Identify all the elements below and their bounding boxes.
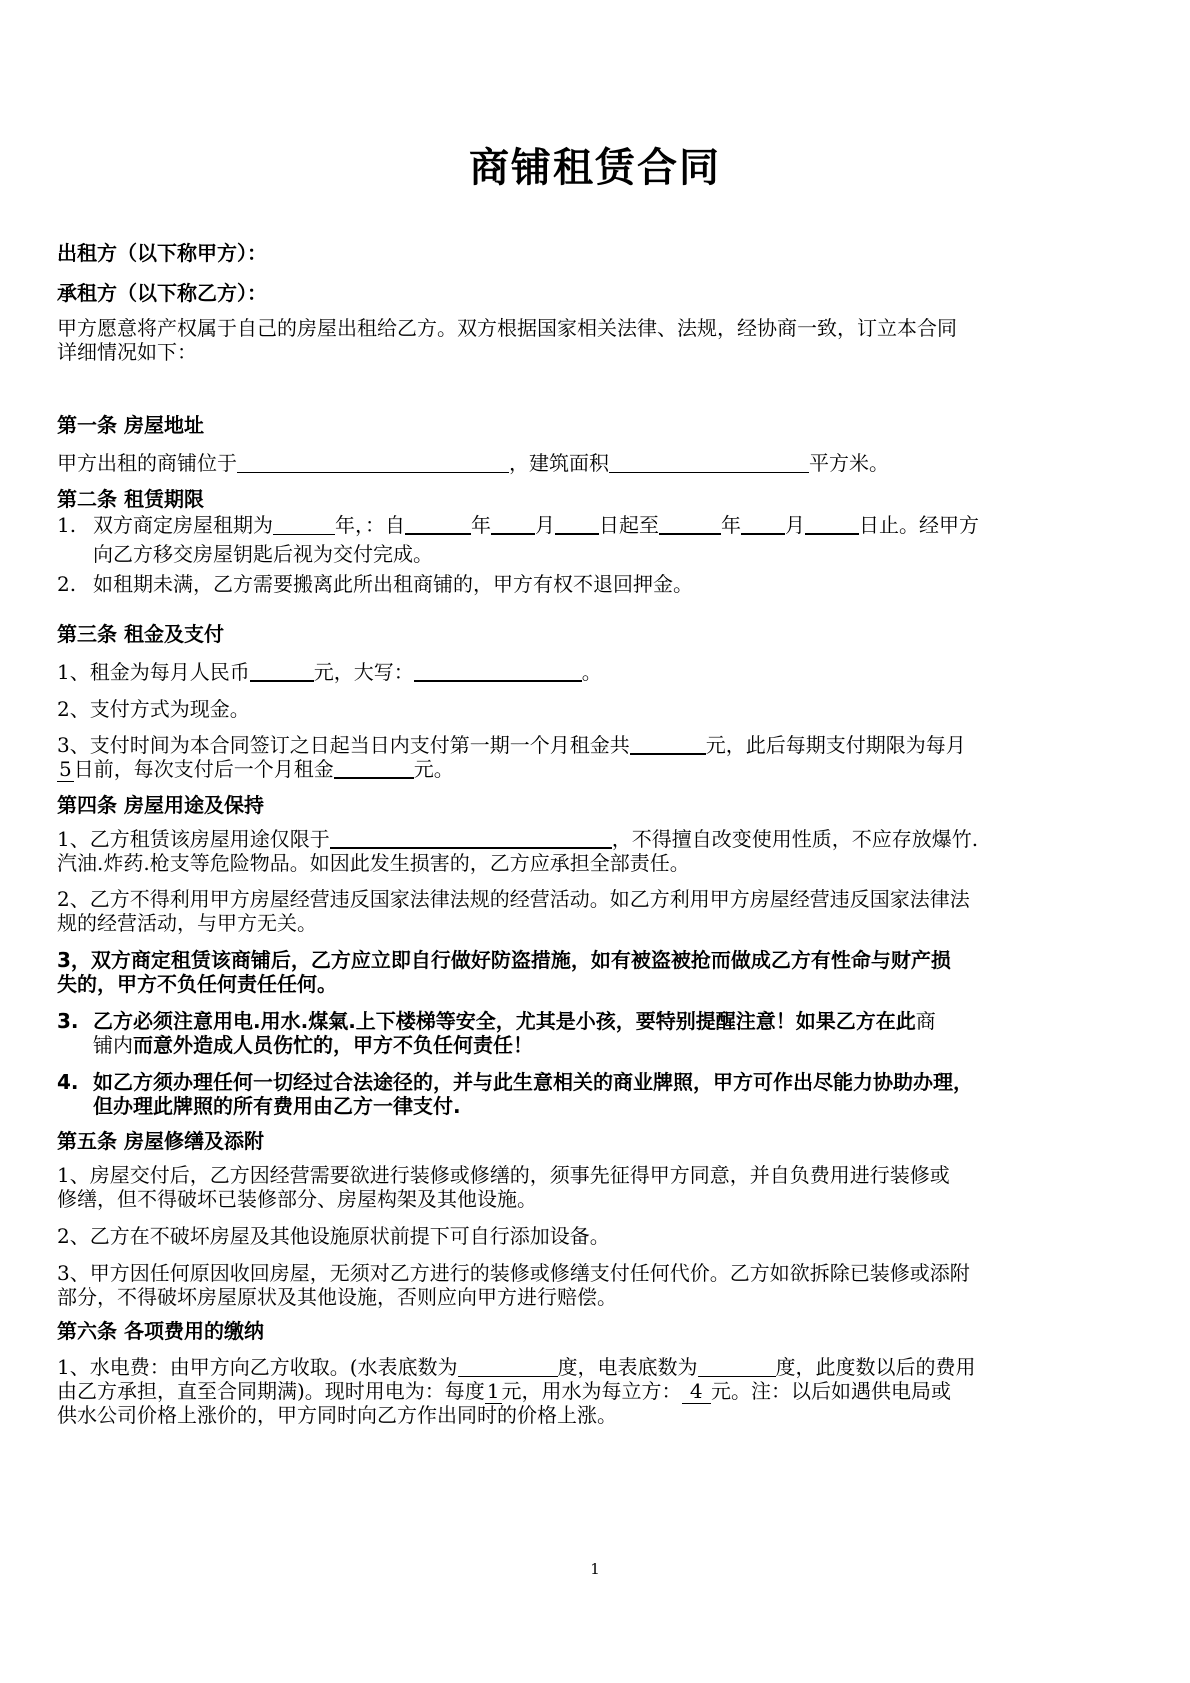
article-3-heading: 第三条 租金及支付 xyxy=(57,622,224,646)
lease-years-blank xyxy=(273,514,335,535)
article-6-heading: 第六条 各项费用的缴纳 xyxy=(57,1319,264,1343)
safety-warning-text: 乙方必须注意用电.用水.煤氣.上下楼梯等安全，尤其是小孩，要特别提醒注意！如果乙方在此 xyxy=(93,1009,916,1033)
start-year-blank xyxy=(405,513,471,535)
item-number: 1. xyxy=(57,513,77,537)
start-month-blank xyxy=(491,513,535,535)
month-label: 月 xyxy=(785,513,805,537)
article-4-p3-line-2: 失的，甲方不负任何责任任何。 xyxy=(57,972,337,996)
article-4-p2-line-2: 规的经营活动，与甲方无关。 xyxy=(57,911,317,935)
article-2-item-1 xyxy=(57,513,979,537)
article-6-p1-line-2 xyxy=(57,1379,951,1403)
item-number: 4. xyxy=(57,1070,79,1094)
electric-meter-blank xyxy=(698,1356,776,1377)
area-label: ，建筑面积 xyxy=(509,451,609,475)
intro-line-1: 甲方愿意将产权属于自己的房屋出租给乙方。双方根据国家相关法律、法规，经协商一致，订立本合同 xyxy=(57,316,957,340)
article-3-rent-line xyxy=(57,660,602,684)
item-number: 2. xyxy=(57,572,77,596)
payment-day-value: 5 xyxy=(59,757,72,781)
electric-meter-label: 度，电表底数为 xyxy=(557,1355,698,1379)
water-price-label: 元，用水为每立方： xyxy=(501,1379,682,1403)
article-4-p2-line-1: 2、乙方不得利用甲方房屋经营违反国家法律法规的经营活动。如乙方利用甲方房屋经营违反国家法律法 xyxy=(57,887,970,911)
article-1-address-line xyxy=(57,451,889,475)
water-meter-label: 1、水电费：由甲方向乙方收取。(水表底数为 xyxy=(57,1355,458,1379)
article-4-p4-line-2 xyxy=(93,1033,533,1057)
usage-label: 1、乙方租赁该房屋用途仅限于 xyxy=(57,827,330,851)
usage-restriction: ，不得擅自改变使用性质，不应存放爆竹. xyxy=(611,827,979,851)
period: 。 xyxy=(581,660,602,684)
lease-term-label: 双方商定房屋租期为 xyxy=(93,513,273,537)
document-title: 商铺租赁合同 xyxy=(469,145,721,191)
article-2-heading: 第二条 租赁期限 xyxy=(57,487,204,511)
water-price-value: 4 xyxy=(683,1379,709,1403)
price-note: 元。注：以后如遇供电局或 xyxy=(711,1379,951,1403)
party-a-label: 出租方（以下称甲方）： xyxy=(57,241,267,265)
end-day-blank xyxy=(805,513,859,535)
plain-text: 铺内 xyxy=(93,1033,133,1057)
plain-text: 商 xyxy=(915,1009,936,1033)
article-5-heading: 第五条 房屋修缮及添附 xyxy=(57,1129,264,1153)
article-4-p5-line-1 xyxy=(57,1070,973,1094)
article-3-payment-time-line-2 xyxy=(57,757,454,781)
electric-price-label: 由乙方承担，直至合同期满)。现时用电为：每度 xyxy=(57,1379,485,1403)
page-number: 1 xyxy=(590,1560,600,1578)
area-blank xyxy=(609,452,809,473)
party-b-label: 承租方（以下称乙方）： xyxy=(57,281,267,305)
start-day-blank xyxy=(555,513,599,535)
license-text: 如乙方须办理任何一切经过合法途径的，并与此生意相关的商业牌照，甲方可作出尽能力协助办理， xyxy=(93,1070,973,1094)
article-5-p2: 2、乙方在不破坏房屋及其他设施原状前提下可自行添加设备。 xyxy=(57,1224,610,1248)
article-5-p3-line-2: 部分，不得破坏房屋原状及其他设施，否则应向甲方进行赔偿。 xyxy=(57,1285,617,1309)
rent-words-label: 元，大写： xyxy=(313,660,414,684)
year-label: 年 xyxy=(721,513,741,537)
month-label: 月 xyxy=(535,513,555,537)
year-label: 年 xyxy=(471,513,491,537)
article-4-usage-line-2: 汽油.炸药.枪支等危险物品。如因此发生损害的，乙方应承担全部责任。 xyxy=(57,851,690,875)
article-6-p1-line-3: 供水公司价格上涨价的，甲方同时向乙方作出同时的价格上涨。 xyxy=(57,1403,617,1427)
article-6-p1-line-1 xyxy=(57,1355,976,1379)
water-meter-blank xyxy=(458,1356,558,1377)
article-4-heading: 第四条 房屋用途及保持 xyxy=(57,793,264,817)
item-number: 3. xyxy=(57,1009,79,1033)
article-5-p3-line-1: 3、甲方因任何原因收回房屋，无须对乙方进行的装修或修缮支付任何代价。乙方如欲拆除已装修或添附 xyxy=(57,1261,970,1285)
electric-price-value: 1 xyxy=(486,1379,500,1403)
end-year-blank xyxy=(659,513,721,535)
rent-words-blank xyxy=(414,660,582,682)
article-4-p5-line-2: 但办理此牌照的所有费用由乙方一律支付. xyxy=(93,1094,461,1118)
intro-line-2: 详细情况如下： xyxy=(57,340,197,364)
article-2-item-2 xyxy=(57,572,693,596)
end-month-blank xyxy=(741,513,785,535)
rent-label: 1、租金为每月人民币 xyxy=(57,660,250,684)
article-4-p3-line-1: 3，双方商定租赁该商铺后，乙方应立即自行做好防盗措施，如有被盗被抢而做成乙方有性命与财产损 xyxy=(57,948,951,972)
usage-blank xyxy=(330,827,612,849)
item-text: 如租期未满，乙方需要搬离此所出租商铺的，甲方有权不退回押金。 xyxy=(93,572,693,596)
article-3-payment-time-line-1 xyxy=(57,733,966,757)
fee-text: 度，此度数以后的费用 xyxy=(775,1355,976,1379)
article-5-p1-line-1: 1、房屋交付后，乙方因经营需要欲进行装修或修缮的，须事先征得甲方同意，并自负费用进行装修或 xyxy=(57,1163,950,1187)
liability-text: 而意外造成人员伤忙的，甲方不负任何责任！ xyxy=(133,1033,533,1057)
payment-period-label: 元，此后每期支付期限为每月 xyxy=(705,733,966,757)
lease-from-label: 年，：自 xyxy=(335,513,405,537)
address-label: 甲方出租的商铺位于 xyxy=(57,451,237,475)
article-5-p1-line-2: 修缮，但不得破坏已装修部分、房屋构架及其他设施。 xyxy=(57,1187,537,1211)
article-1-heading: 第一条 房屋地址 xyxy=(57,413,204,437)
article-2-item-1-line-2: 向乙方移交房屋钥匙后视为交付完成。 xyxy=(93,542,433,566)
yuan-label: 元。 xyxy=(413,757,454,781)
payment-time-label: 3、支付时间为本合同签订之日起当日内支付第一期一个月租金共 xyxy=(57,733,630,757)
article-4-usage-line-1 xyxy=(57,827,978,851)
area-unit: 平方米。 xyxy=(809,451,889,475)
lease-to-label: 日起至 xyxy=(599,513,659,537)
article-3-payment-method: 2、支付方式为现金。 xyxy=(57,697,250,721)
first-rent-blank xyxy=(630,733,706,755)
monthly-rent-blank xyxy=(334,757,414,779)
address-blank xyxy=(237,452,509,473)
monthly-rent-label: 日前，每次支付后一个月租金 xyxy=(73,757,334,781)
rent-amount-blank xyxy=(250,660,314,682)
article-4-p4-line-1 xyxy=(57,1009,936,1033)
lease-end-label: 日止。经甲方 xyxy=(859,513,979,537)
